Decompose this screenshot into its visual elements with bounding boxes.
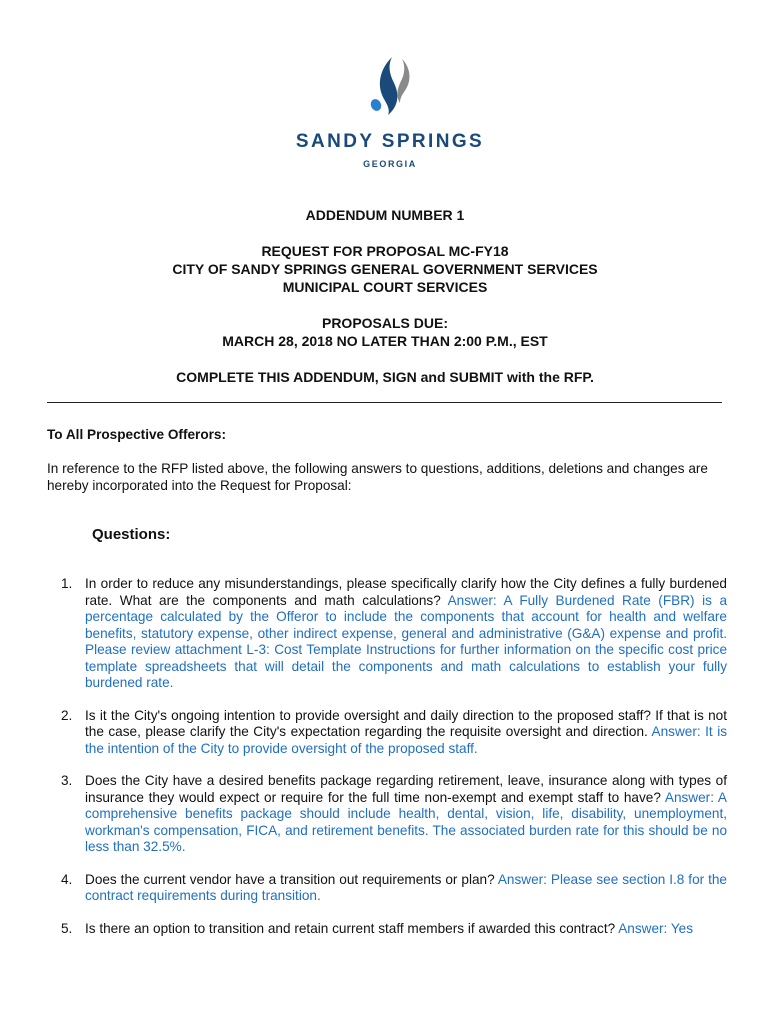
intro-paragraph: In reference to the RFP listed above, the following answers to questions, additions, deletions and changes are hereby incorporated into the Request for Proposal: bbox=[47, 461, 708, 493]
answer-text: Answer: A Fully Burdened Rate (FBR) is a percentage calculated by the Offeror to include the components that account for health and welfare benefits, statutory expense, other indirect expense, general and administrative (G&A) expense and profit. Please review attachment L-3: Cost Template Instructions for further information on the specific cost price template spreadsheets that will detail the components and math calculations to establish your fully burdened rate. bbox=[85, 592, 727, 690]
rfp-line-1: REQUEST FOR PROPOSAL MC-FY18 bbox=[261, 243, 509, 259]
salutation: To All Prospective Offerors: bbox=[47, 427, 227, 442]
instruction-line: COMPLETE THIS ADDENDUM, SIGN and SUBMIT with the RFP. bbox=[176, 369, 594, 385]
rfp-line-3: MUNICIPAL COURT SERVICES bbox=[282, 279, 488, 295]
question-text: In order to reduce any misunderstandings, please specifically clarify how the City defines a fully burdened rate. What are the components and math calculations? bbox=[85, 576, 727, 608]
due-date: MARCH 28, 2018 NO LATER THAN 2:00 P.M., EST bbox=[222, 333, 548, 349]
questions-list bbox=[47, 576, 727, 937]
list-item bbox=[47, 921, 727, 938]
list-item bbox=[47, 872, 727, 905]
brand-subtitle: GEORGIA bbox=[363, 159, 417, 169]
answer-text: Answer: Yes bbox=[618, 920, 694, 936]
question-number: 4. bbox=[61, 871, 73, 887]
horizontal-divider bbox=[47, 402, 722, 403]
question-text: Does the City have a desired benefits package regarding retirement, leave, insurance along with types of insurance they would expect or require for the full time non-exempt and exempt staff to have? bbox=[85, 773, 727, 805]
addendum-title: ADDENDUM NUMBER 1 bbox=[305, 207, 465, 223]
answer-text: Answer: It is the intention of the City to provide oversight of the proposed staff. bbox=[85, 724, 728, 756]
due-date-block bbox=[0, 314, 770, 350]
question-text: Does the current vendor have a transition out requirements or plan? bbox=[85, 871, 498, 887]
question-text: Is there an option to transition and retain current staff members if awarded this contract? bbox=[85, 920, 619, 936]
due-label: PROPOSALS DUE: bbox=[321, 315, 448, 331]
question-number: 5. bbox=[61, 920, 73, 936]
water-drop-logo-icon bbox=[362, 55, 418, 117]
rfp-line-2: CITY OF SANDY SPRINGS GENERAL GOVERNMENT SERVICES bbox=[172, 261, 598, 277]
answer-text: Answer: Please see section I.8 for the contract requirements during transition. bbox=[85, 871, 727, 903]
question-number: 3. bbox=[61, 773, 73, 788]
brand-name: SANDY SPRINGS bbox=[295, 131, 485, 152]
question-number: 2. bbox=[61, 707, 73, 723]
list-item bbox=[47, 576, 727, 692]
questions-heading: Questions: bbox=[92, 526, 171, 543]
list-item bbox=[47, 708, 727, 758]
sandy-springs-logo bbox=[270, 55, 510, 185]
answer-text: Answer: A comprehensive benefits package should include health, dental, vision, life, disability, unemployment, workman's compensation, FICA, and retirement benefits. The associated burden rate for this should be no less than 32.5%. bbox=[85, 789, 728, 854]
rfp-title-block bbox=[0, 242, 770, 296]
question-number: 1. bbox=[61, 576, 73, 591]
list-item bbox=[47, 773, 727, 856]
question-text: Is it the City's ongoing intention to provide oversight and daily direction to the proposed staff? If that is not the case, please clarify the City's expectation regarding the requisite oversight and direction. bbox=[85, 707, 727, 739]
